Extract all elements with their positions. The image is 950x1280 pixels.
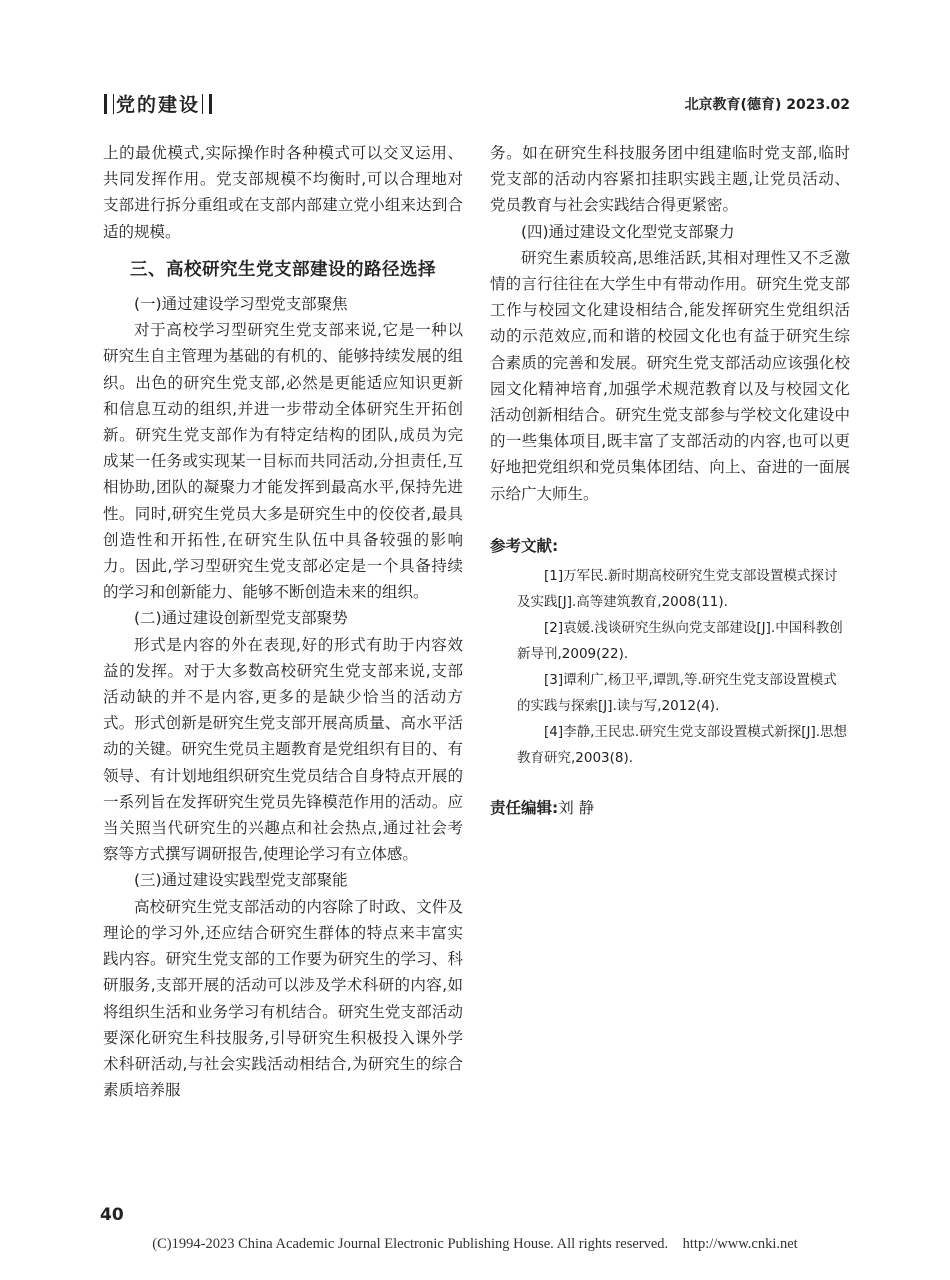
responsible-editor xyxy=(490,795,850,821)
reference-item: [1]万军民.新时期高校研究生党支部设置模式探讨及实践[J].高等建筑教育,2008(11). xyxy=(517,568,838,611)
paragraph: 研究生素质较高,思维活跃,其相对理性又不乏激情的言行往往在大学生中有带动作用。研究生党支部工作与校园文化建设相结合,能发挥研究生党组织活动的示范效应,而和谐的校园文化也有益于研究生综合素质的完善和发展。研究生党支部活动应该强化校园文化精神培育,加强学术规范教育以及与校园文化活动创新相结合。研究生党支部参与学校文化建设中的一些集体项目,既丰富了支部活动的内容,也可以更好地把党组织和党员集体团结、向上、奋进的一面展示给广大师生。 xyxy=(490,248,850,503)
reference-item: [2]袁媛.浅谈研究生纵向党支部建设[J].中国科教创新导刊,2009(22). xyxy=(517,620,843,663)
paragraph: 上的最优模式,实际操作时各种模式可以交叉运用、共同发挥作用。党支部规模不均衡时,可以合理地对支部进行拆分重组或在支部内部建立党小组来达到合适的规模。 xyxy=(103,144,463,241)
section-heading: 三、高校研究生党支部建设的路径选择 xyxy=(130,259,436,280)
header-bar-left-thin xyxy=(113,94,114,114)
subsection-heading: (四)通过建设文化型党支部聚力 xyxy=(521,222,735,241)
paragraph: 形式是内容的外在表现,好的形式有助于内容效益的发挥。对于大多数高校研究生党支部来说,支部活动缺的并不是内容,更多的是缺少恰当的活动方式。形式创新是研究生党支部开展高质量、高水平活动的关键。研究生党员主题教育是党组织有目的、有领导、有计划地组织研究生党员结合自身特点开展的一系列旨在发挥研究生党员先锋模范作用的活动。应当关照当代研究生的兴趣点和社会热点,通过社会考察等方式撰写调研报告,使理论学习有立体感。 xyxy=(103,635,463,864)
subsection-heading: (一)通过建设学习型党支部聚焦 xyxy=(134,295,348,314)
paragraph: 高校研究生党支部活动的内容除了时政、文件及理论的学习外,还应结合研究生群体的特点来丰富实践内容。研究生党支部的工作要为研究生的学习、科研服务,支部开展的活动可以涉及学术科研的内容,如将组织生活和业务学习有机结合。研究生党支部活动要深化研究生科技服务,引导研究生积极投入课外学术科研活动,与社会实践活动相结合,为研究生的综合素质培养服 xyxy=(103,897,463,1100)
section-title: 党的建设 xyxy=(116,94,201,116)
copyright-notice: (C)1994-2023 China Academic Journal Electronic Publishing House. All rights reserved. http://www.cnki.net xyxy=(152,1236,798,1252)
right-column xyxy=(490,140,850,821)
header-bar-right-thin xyxy=(202,94,203,114)
journal-issue: 北京教育(德育) 2023.02 xyxy=(684,97,850,113)
subsection-heading: (二)通过建设创新型党支部聚势 xyxy=(134,609,348,628)
references-title: 参考文献: xyxy=(490,536,559,555)
page-number: 40 xyxy=(100,1205,124,1225)
editor-name: 刘 静 xyxy=(558,799,595,818)
header-bar-right xyxy=(209,94,212,114)
left-column xyxy=(103,140,463,1103)
reference-item: [4]李静,王民忠.研究生党支部设置模式新探[J].思想教育研究,2003(8). xyxy=(517,724,848,767)
subsection-heading: (三)通过建设实践型党支部聚能 xyxy=(134,871,348,890)
header-bar-left xyxy=(104,94,107,114)
reference-item: [3]谭利广,杨卫平,谭凯,等.研究生党支部设置模式的实践与探索[J].读与写,2012(4). xyxy=(517,672,837,715)
section-header xyxy=(100,90,216,117)
paragraph: 务。如在研究生科技服务团中组建临时党支部,临时党支部的活动内容紧扣挂职实践主题,让党员活动、党员教育与社会实践结合得更紧密。 xyxy=(490,144,850,215)
paragraph: 对于高校学习型研究生党支部来说,它是一种以研究生自主管理为基础的有机的、能够持续发展的组织。出色的研究生党支部,必然是更能适应知识更新和信息互动的组织,并进一步带动全体研究生开拓创新。研究生党支部作为有特定结构的团队,成员为完成某一任务或实现某一目标而共同活动,分担责任,互相协助,团队的凝聚力才能发挥到最高水平,保持先进性。同时,研究生党员大多是研究生中的佼佼者,最具创造性和开拓性,在研究生队伍中具备较强的影响力。因此,学习型研究生党支部必定是一个具备持续的学习和创新能力、能够不断创造未来的组织。 xyxy=(103,321,463,602)
editor-label: 责任编辑: xyxy=(490,799,559,818)
